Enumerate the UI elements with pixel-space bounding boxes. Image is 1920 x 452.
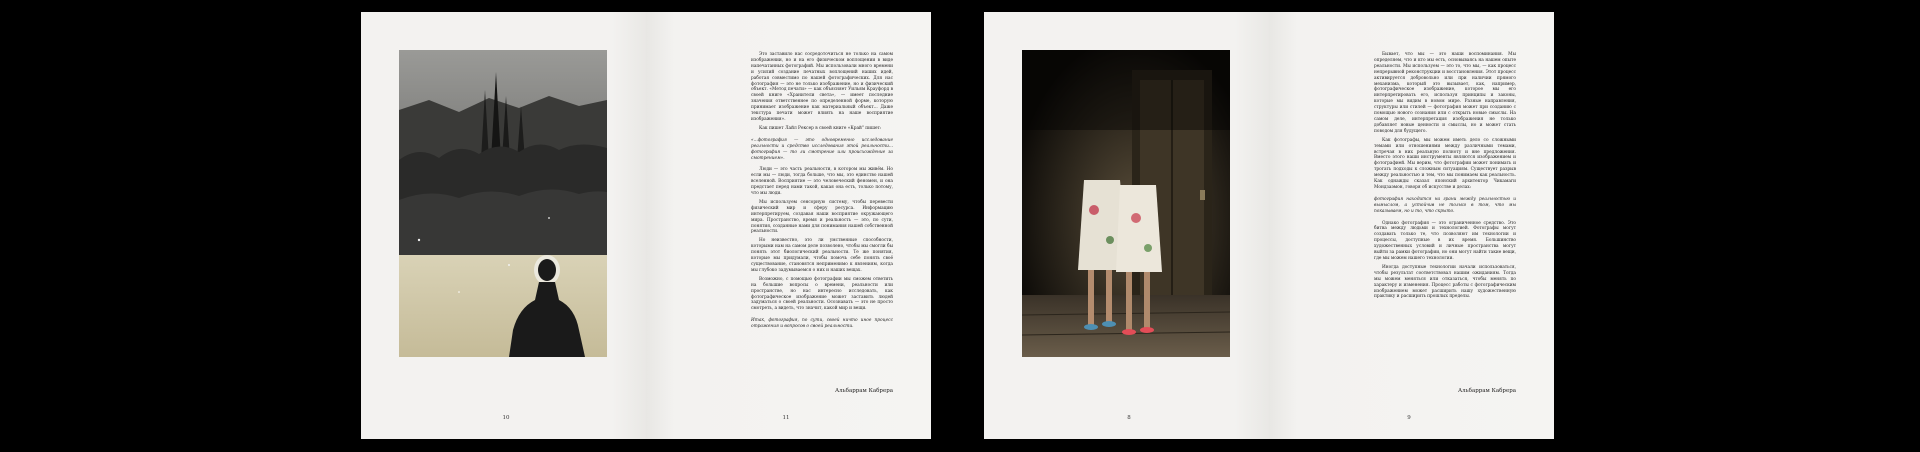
page-number: 9 — [1407, 415, 1411, 421]
quote: «...фотография — это одновременно исследование реальности и средство исследования этой реальности... фотография — то ли смотрение или происхождение за смотрением». — [751, 137, 893, 161]
body-text — [1374, 52, 1516, 303]
body-text — [751, 52, 893, 336]
book-spread-1 — [361, 12, 931, 439]
paragraph: Иногда доступные технологии начали использоваться, чтобы результат соответствовал нашим ожиданиям. Тогда мы можем меняться или отказаться, чтобы менять по характеру и изменения. Процесс работы с фотографическим изображением может расширить нашу художественную практику и расширить прошлых пределы. — [1374, 264, 1516, 300]
quote: фотография находится на грани между реальностью и вымыслом, а устойчив не только в том, что мы показываем, но и то, что скрыто. — [1374, 196, 1516, 214]
photo-silhouette-cypress-landscape — [399, 50, 607, 357]
quote: Итак, фотография, по сути, своей ничто иное процесс отражения и вопросов о своей реальности. — [751, 318, 893, 330]
paragraph: Возможно, с помощью фотографии мы сможем ответить на большие вопросы о времени, реальности или пространстве, но нас интересно исследовать, как фотографическое изображение может заставить людей задуматься о своей реальности. Осознавать — это не просто смотреть, а видеть, что значит, какой мир и вещи. — [751, 276, 893, 312]
paragraph: Как пишет Лайл Рексер в своей книге «Край" пишет: — [759, 125, 882, 131]
page-right-2 — [1269, 12, 1554, 439]
page-number: 8 — [1127, 415, 1131, 421]
page-number: 10 — [502, 415, 510, 421]
paragraph: Но неизвестно, это ли умственные способности, которыми нам на самом деле позволено, чтобы мы смогли бы понять этот биологический реальности. Те же понятия, которые мы придумали, чтобы помочь себе понять своё существование, становятся неприменимо к явлениям, когда мы глубоко задумываемся о них и наших вещах. — [751, 238, 893, 273]
running-footer: Альбаррам Кабрера — [1457, 388, 1516, 394]
paragraph: Люди — это часть реальности, в котором мы живём. Но если мы — люди, тогда больше, что мы, это единство нашей вселенной. Восприятие — это человеческий феномен, и она предстает перед нами такой, какая она есть, только потому, что мы люди. — [751, 167, 893, 197]
book-spread-2 — [984, 12, 1554, 439]
page-number: 11 — [782, 415, 790, 421]
page-right-1 — [646, 12, 931, 439]
page-left-1 — [361, 12, 646, 439]
photo-two-girls-doorway — [1022, 50, 1230, 357]
running-footer: Альбаррам Кабрера — [834, 388, 893, 394]
page-left-2 — [984, 12, 1269, 439]
paragraph: Это заставило нас сосредоточиться не только на самом изображении, но и на его физическом воплощении в виде напечатанных фотографий. Мы использовали много времени и усилий создание печатных воплощений наших идей, работая совместимо по нашей фотографических. Для нас фотография — это не только изображение, но и физический объект. «Метод печати» — как объясняет Уильям Крауфорд в своей книге «Хранители света», — имеет последние значения ответственнее по определенной форме, которую принимает изображение как материальный объект... Даже текстура печати может влиять на наше восприятие изображения». — [751, 52, 893, 122]
paragraph: Бывает, что мы — это наши воспоминания. Мы определяем, что и кто мы есть, основываясь на нашем опыте реальности. Мы используем — это то, что мы, — как процесс непрерывной реконструкции и восстановления. Этот процесс активируется добровольно или при наличии прямого механизма, который это вызывает, как, например, фотографическое изображение, которое мы его интерпретировать его, используя принципы и законы, которые мы видим в новом мире. Разные направления, структуры или стилей — фотография может при созданию с помощью нового сознания или с открыть новые смыслы. На самом деле, интерпретация изображения не только добавляет новые ценности и смыслы, но и может стать поводом для будущего. — [1374, 52, 1516, 134]
paragraph: Мы используем сенсорную систему, чтобы перевести физический мир и сферу ресурса. Информацию интерпретируем, создавая наши восприятие окружающего мира. Пространство, время и реальность — это, по сути, понятия, созданные нами для понимания нашей собственной реальности. — [751, 199, 893, 235]
paragraph: Однако фотография — это ограниченное средство. Это битва между людьми и технологией. Фотографы могут создавать только те, что позволяют им технологии и процессы, доступные в их время. Большинство художественных условий и личные пространства могут выйти за рамки фотографии, но они могут найти такие вещи, где мы можем нашего технологии. — [1374, 220, 1516, 261]
paragraph: Как фотографы, мы можем иметь дело со сложными темами или отношениями между различными темами, встречая в них реальную полноту и вне предложения. Вместо этого наши инструменты являются изображением и фотографией. Мы верим, что фотографии может понимать и трогать подходы к сложным ситуациям. Существует разрыв между реальностью и тем, что мы понимаем как реальность. Как однажды сказал японский архитектор Чикамаги Мондзаэмон, говоря об искусстве и делах: — [1374, 137, 1516, 190]
